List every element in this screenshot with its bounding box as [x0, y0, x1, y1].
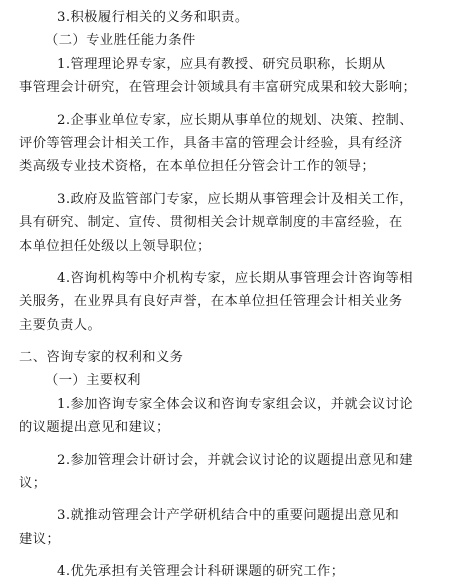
right-3-line-1: 3.就推动管理会计产学研机结合中的重要问题提出意见和	[57, 508, 400, 524]
paragraph-gap	[19, 179, 439, 188]
right-4-line-1: 4.优先承担有关管理会计科研课题的研究工作；	[57, 564, 345, 580]
qual-2-line-3: 类高级专业技术资格，在本单位担任分管会计工作的领导；	[19, 159, 376, 175]
qual-1-line-2: 事管理会计研究，在管理会计领域具有丰富研究成果和较大影响；	[19, 80, 417, 96]
paragraph-gap	[19, 440, 439, 449]
qual-4-line-1: 4.咨询机构等中介机构专家，应长期从事管理会计咨询等相	[57, 270, 413, 286]
right-2-line-2: 议；	[19, 476, 47, 492]
qual-4-line-3: 主要负责人。	[19, 317, 102, 333]
rights-heading: （一）主要权利	[45, 373, 141, 389]
duty-3-line: 3.积极履行相关的义务和职责。	[57, 10, 249, 25]
right-2-line-1: 2.参加管理会计研讨会，并就会议讨论的议题提出意见和建	[57, 452, 413, 468]
qualification-heading: （二）专业胜任能力条件	[45, 33, 196, 49]
qual-3-line-1: 3.政府及监管部门专家，应长期从事管理会计及相关工作，	[57, 191, 413, 207]
paragraph-gap	[19, 258, 439, 267]
section-2-heading: 二、咨询专家的权利和义务	[19, 350, 184, 366]
qual-3-line-3: 本单位担任处级以上领导职位；	[19, 238, 211, 254]
qual-1-line-1: 1.管理理论界专家，应具有教授、研究员职称，长期从	[57, 56, 386, 72]
qual-4-line-2: 关服务，在业界具有良好声誉，在本单位担任管理会计相关业务	[19, 294, 403, 310]
right-1-line-2: 的议题提出意见和建议；	[19, 420, 170, 436]
paragraph-gap	[19, 495, 439, 504]
paragraph-gap	[19, 551, 439, 560]
qual-2-line-1: 2.企事业单位专家，应长期从事单位的规划、决策、控制、	[57, 112, 413, 128]
right-1-line-1: 1.参加咨询专家全体会议和咨询专家组会议，并就会议讨论	[57, 396, 413, 412]
qual-3-line-2: 具有研究、制定、宣传、贯彻相关会计规章制度的丰富经验，在	[19, 215, 403, 231]
paragraph-gap	[19, 337, 439, 346]
right-3-line-2: 建议；	[19, 531, 61, 547]
paragraph-gap	[19, 100, 439, 109]
qual-2-line-2: 评价等管理会计相关工作，具备丰富的管理会计经验，具有经济	[19, 135, 403, 151]
